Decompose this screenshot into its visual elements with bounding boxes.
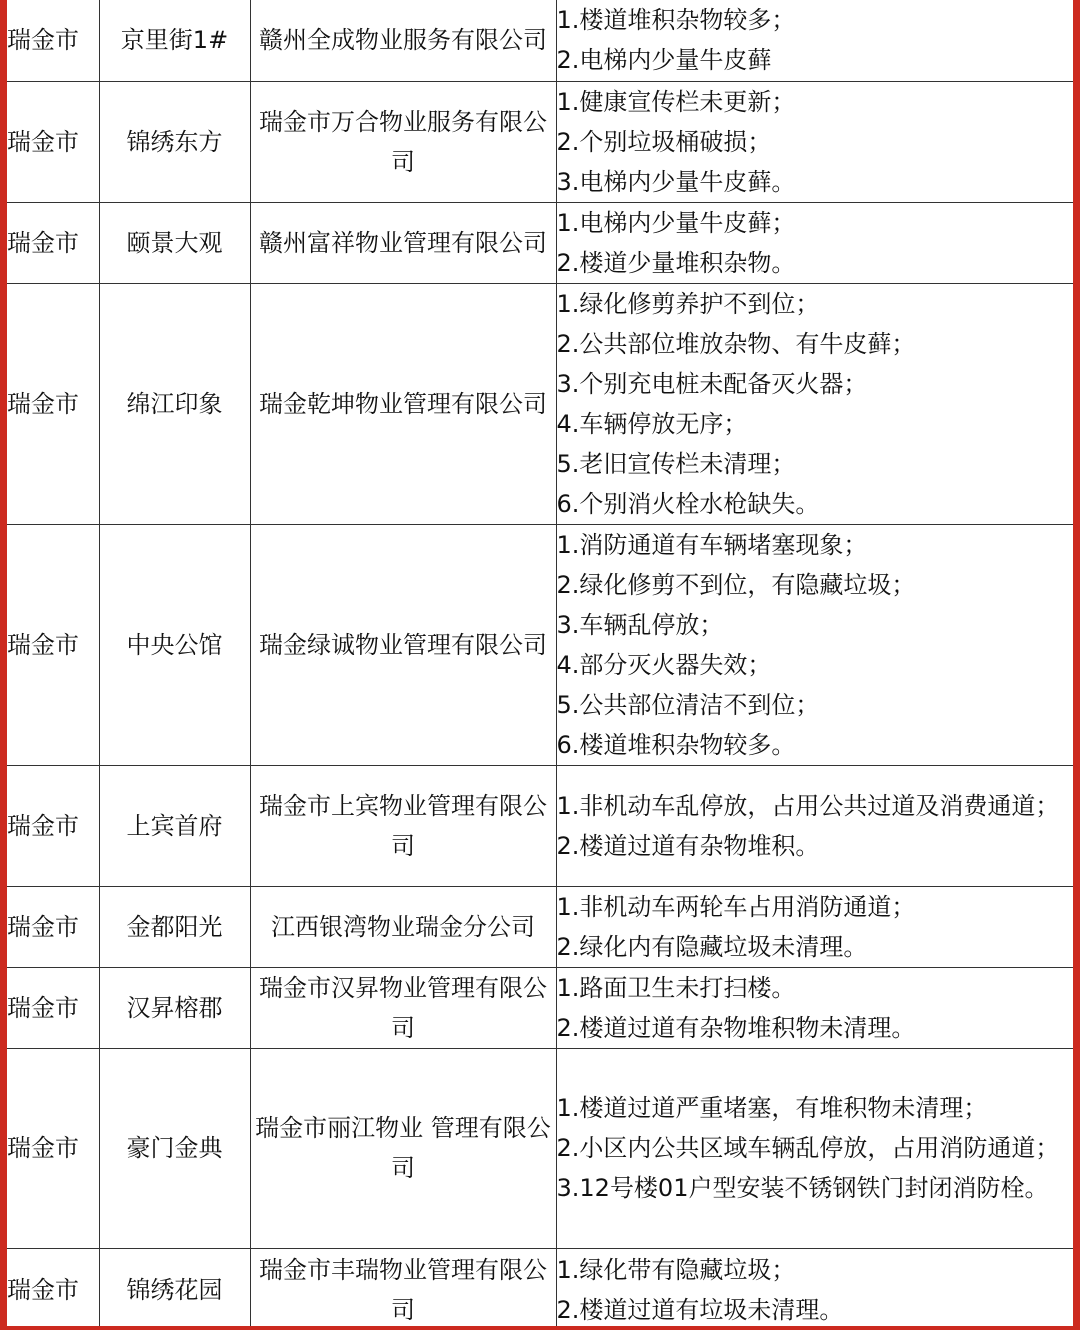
issues-cell — [556, 81, 1073, 202]
issue-item: 1.绿化带有隐藏垃圾； — [556, 1256, 796, 1284]
issues-cell — [556, 765, 1073, 886]
issue-item: 2.个别垃圾桶破损； — [556, 127, 772, 156]
issues-cell — [556, 283, 1073, 524]
project-cell: 锦绣花园 — [99, 1248, 250, 1330]
issue-item: 1.楼道堆积杂物较多； — [556, 6, 796, 35]
issue-item: 2.楼道过道有杂物堆积物未清理。 — [556, 1013, 916, 1042]
issue-item: 1.消防通道有车辆堵塞现象； — [556, 530, 868, 559]
city-cell: 瑞金市 — [7, 0, 99, 81]
city-cell: 瑞金市 — [7, 1048, 99, 1248]
issue-item: 2.绿化内有隐藏垃圾未清理。 — [556, 932, 868, 961]
issues-cell — [556, 886, 1073, 967]
issue-item: 3.个别充电桩未配备灭火器； — [556, 369, 868, 398]
issues-cell — [556, 1248, 1073, 1330]
company-cell: 瑞金市上宾物业管理有限公司 — [250, 765, 556, 886]
company-cell: 江西银湾物业瑞金分公司 — [250, 886, 556, 967]
table-row — [7, 524, 1073, 765]
project-cell: 颐景大观 — [99, 202, 250, 283]
issue-item: 1.楼道过道严重堵塞，有堆积物未清理； — [556, 1094, 988, 1122]
project-cell: 豪门金典 — [99, 1048, 250, 1248]
city-cell: 瑞金市 — [7, 967, 99, 1048]
issue-item: 2.小区内公共区域车辆乱停放，占用消防通道； — [556, 1134, 1060, 1162]
table-row — [7, 283, 1073, 524]
issue-item: 1.非机动车乱停放，占用公共过道及消费通道； — [556, 791, 1060, 820]
issue-item: 2.绿化修剪不到位，有隐藏垃圾； — [556, 570, 916, 599]
issue-item: 2.公共部位堆放杂物、有牛皮藓； — [556, 329, 916, 358]
table-row — [7, 886, 1073, 967]
table-row — [7, 1248, 1073, 1330]
project-cell: 金都阳光 — [99, 886, 250, 967]
company-cell: 瑞金市丽江物业 管理有限公司 — [250, 1048, 556, 1248]
project-cell: 汉昇榕郡 — [99, 967, 250, 1048]
issue-item: 1.路面卫生未打扫楼。 — [556, 973, 796, 1002]
table-row — [7, 81, 1073, 202]
issue-item: 4.部分灭火器失效； — [556, 650, 772, 679]
issue-item: 1.绿化修剪养护不到位； — [556, 289, 820, 318]
issue-item: 5.老旧宣传栏未清理； — [556, 449, 796, 478]
issues-cell — [556, 202, 1073, 283]
city-cell: 瑞金市 — [7, 202, 99, 283]
issue-item: 1.健康宣传栏未更新； — [556, 87, 796, 116]
issue-item: 1.电梯内少量牛皮藓； — [556, 208, 796, 237]
issue-item: 6.个别消火栓水枪缺失。 — [556, 489, 820, 518]
project-cell: 中央公馆 — [99, 524, 250, 765]
city-cell: 瑞金市 — [7, 524, 99, 765]
company-cell: 瑞金市万合物业服务有限公司 — [250, 81, 556, 202]
issue-item: 6.楼道堆积杂物较多。 — [556, 730, 796, 759]
issue-item: 3.电梯内少量牛皮藓。 — [556, 167, 796, 196]
company-cell: 瑞金乾坤物业管理有限公司 — [250, 283, 556, 524]
table-body — [7, 0, 1073, 1330]
city-cell: 瑞金市 — [7, 81, 99, 202]
issue-item: 1.非机动车两轮车占用消防通道； — [556, 892, 916, 921]
table-row — [7, 202, 1073, 283]
table-row — [7, 1048, 1073, 1248]
city-cell: 瑞金市 — [7, 765, 99, 886]
issues-cell — [556, 524, 1073, 765]
city-cell: 瑞金市 — [7, 283, 99, 524]
issue-item: 5.公共部位清洁不到位； — [556, 690, 820, 719]
table-row — [7, 765, 1073, 886]
company-cell: 瑞金市汉昇物业管理有限公司 — [250, 967, 556, 1048]
project-cell: 绵江印象 — [99, 283, 250, 524]
issue-item: 2.楼道过道有杂物堆积。 — [556, 831, 820, 860]
issues-cell — [556, 0, 1073, 81]
company-cell: 赣州全成物业服务有限公司 — [250, 0, 556, 81]
issues-cell — [556, 967, 1073, 1048]
issue-item: 3.车辆乱停放； — [556, 610, 724, 639]
project-cell: 锦绣东方 — [99, 81, 250, 202]
issue-item: 4.车辆停放无序； — [556, 409, 748, 438]
table-row — [7, 967, 1073, 1048]
city-cell: 瑞金市 — [7, 886, 99, 967]
issue-item: 3.12号楼01户型安装不锈钢铁门封闭消防栓。 — [556, 1174, 1049, 1202]
company-cell: 瑞金绿诚物业管理有限公司 — [250, 524, 556, 765]
company-cell: 赣州富祥物业管理有限公司 — [250, 202, 556, 283]
inspection-table — [7, 0, 1073, 1330]
issue-item: 2.电梯内少量牛皮藓 — [556, 46, 772, 75]
issues-cell — [556, 1048, 1073, 1248]
table-row — [7, 0, 1073, 81]
company-cell: 瑞金市丰瑞物业管理有限公司 — [250, 1248, 556, 1330]
project-cell: 上宾首府 — [99, 765, 250, 886]
project-cell: 京里街1# — [99, 0, 250, 81]
city-cell: 瑞金市 — [7, 1248, 99, 1330]
issue-item: 2.楼道少量堆积杂物。 — [556, 248, 796, 277]
issue-item: 2.楼道过道有垃圾未清理。 — [556, 1296, 844, 1324]
